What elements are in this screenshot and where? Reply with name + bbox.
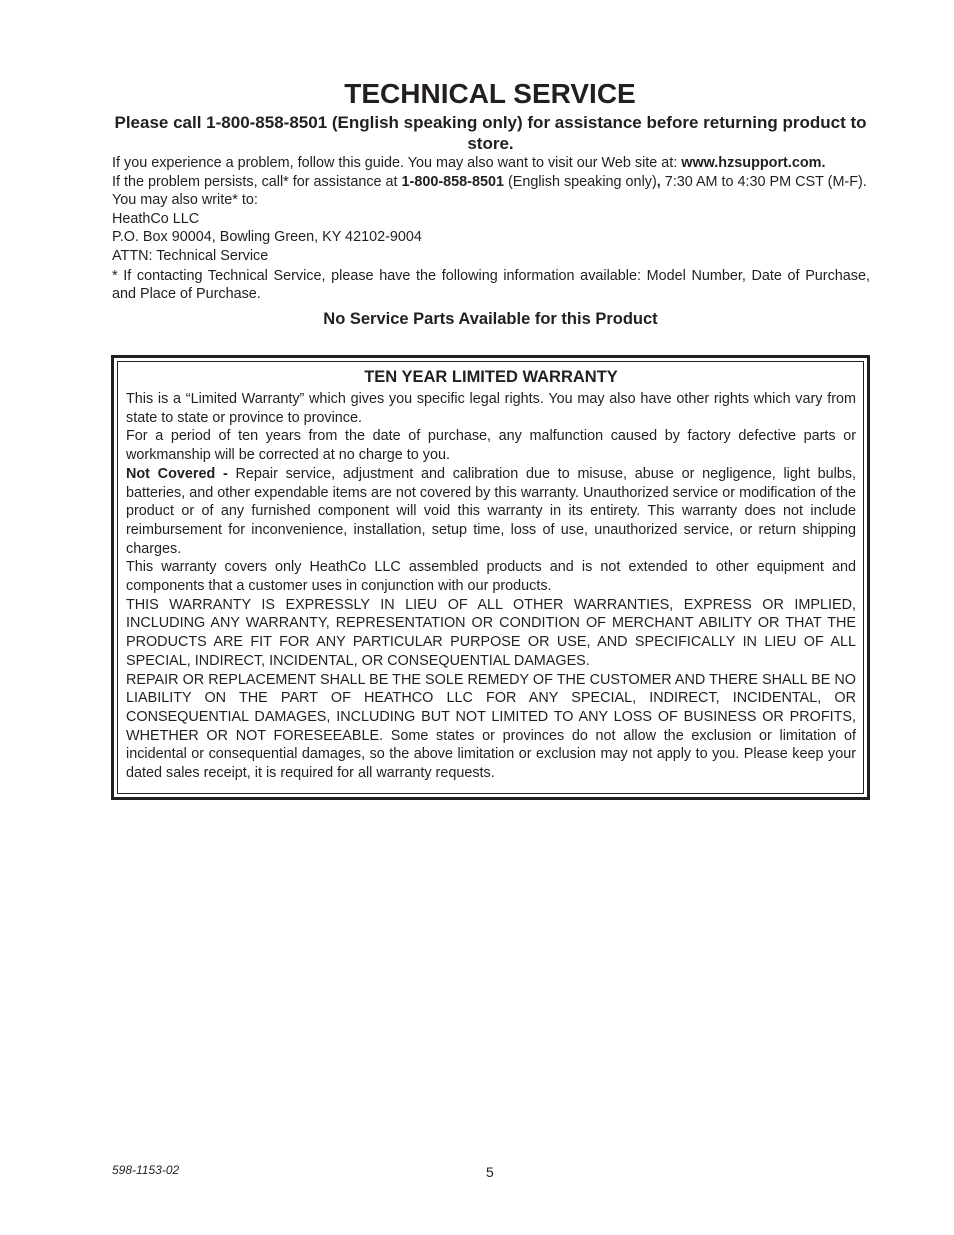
not-covered-label: Not Covered -: [126, 465, 228, 482]
warranty-para-limited: This is a “Limited Warranty” which gives you specific legal rights. You may also have other rights which vary from state to state or province to province.: [126, 391, 856, 426]
intro-phone-comma: ,: [656, 173, 661, 190]
warranty-content: [126, 367, 856, 783]
warranty-para-not-covered: [126, 465, 856, 559]
intro-phone-text-c: 7:30 AM to 4:30 PM CST (M-F). You may also write* to:: [112, 173, 867, 209]
warranty-para-remedy: REPAIR OR REPLACEMENT SHALL BE THE SOLE REMEDY OF THE CUSTOMER AND THERE SHALL BE NO LIABILITY ON THE PART OF HEATHCO LLC FOR ANY SPECIAL, INDIRECT, INCIDENTAL, OR CONSEQUENTIAL DAMAGES, INCLUDING BUT NOT LIMITED TO ANY LOSS OF BUSINESS OR PROFITS, WHETHER OR NOT FORESEEABLE. Some states or provinces do not allow the exclusion or limitation of incidental or consequential damages, so the above limitation or exclusion may not apply to you. Please keep your dated sales receipt, it is required for all warranty requests.: [126, 671, 856, 782]
address-company: HeathCo LLC: [112, 210, 200, 227]
intro-phone-text-a: If the problem persists, call* for assistance at: [112, 173, 402, 190]
not-covered-text: Repair service, adjustment and calibration due to misuse, abuse or negligence, light bulbs, batteries, and other expendable items are not covered by this warranty. Unauthorized service or modification of the product or of any furnished component will void this warranty in its entirety. This warranty does not include reimbursement for inconvenience, installation, setup time, loss of use, unauthorized service, or return shipping charges.: [126, 465, 856, 557]
document-number: 598-1153-02: [112, 1163, 180, 1177]
intro-website-line: [112, 154, 870, 173]
contact-footnote: * If contacting Technical Service, please have the following information available: Model Number, Date of Purchase, and Place of Purchase.: [112, 267, 870, 303]
intro-phone-line: [112, 173, 870, 210]
intro-phone-text-b: (English speaking only): [503, 173, 657, 190]
intro-website-text: If you experience a problem, follow this guide. You may also want to visit our Web site at:: [112, 155, 682, 171]
warranty-title: TEN YEAR LIMITED WARRANTY: [364, 368, 618, 386]
page-number: 5: [486, 1164, 494, 1180]
address-attn: ATTN: Technical Service: [112, 247, 269, 264]
phone-number: 1-800-858-8501: [401, 173, 504, 190]
address-box: P.O. Box 90004, Bowling Green, KY 42102-9004: [112, 229, 422, 246]
call-notice: Please call 1-800-858-8501 (English speaking only) for assistance before returning product to store.: [114, 113, 867, 153]
warranty-para-lieu: THIS WARRANTY IS EXPRESSLY IN LIEU OF ALL OTHER WARRANTIES, EXPRESS OR IMPLIED, INCLUDING ANY WARRANTY, REPRESENTATION OR CONDITION OF MERCHANT ABILITY OR THAT THE PRODUCTS ARE FIT FOR ANY PARTICULAR PURPOSE OR USE, AND SPECIFICALLY IN LIEU OF ALL SPECIAL, INDIRECT, INCIDENTAL, OR CONSEQUENTIAL DAMAGES.: [126, 596, 856, 669]
intro-section: [112, 154, 870, 304]
warranty-para-period: For a period of ten years from the date of purchase, any malfunction caused by factory defective parts or workmanship will be corrected at no charge to you.: [126, 428, 856, 464]
no-parts-notice: No Service Parts Available for this Product: [323, 310, 658, 328]
page-title: TECHNICAL SERVICE: [344, 78, 636, 109]
warranty-para-coverage: This warranty covers only HeathCo LLC assembled products and is not extended to other equipment and components that a customer uses in conjunction with our products.: [126, 559, 856, 595]
website-link[interactable]: www.hzsupport.com.: [681, 155, 826, 171]
